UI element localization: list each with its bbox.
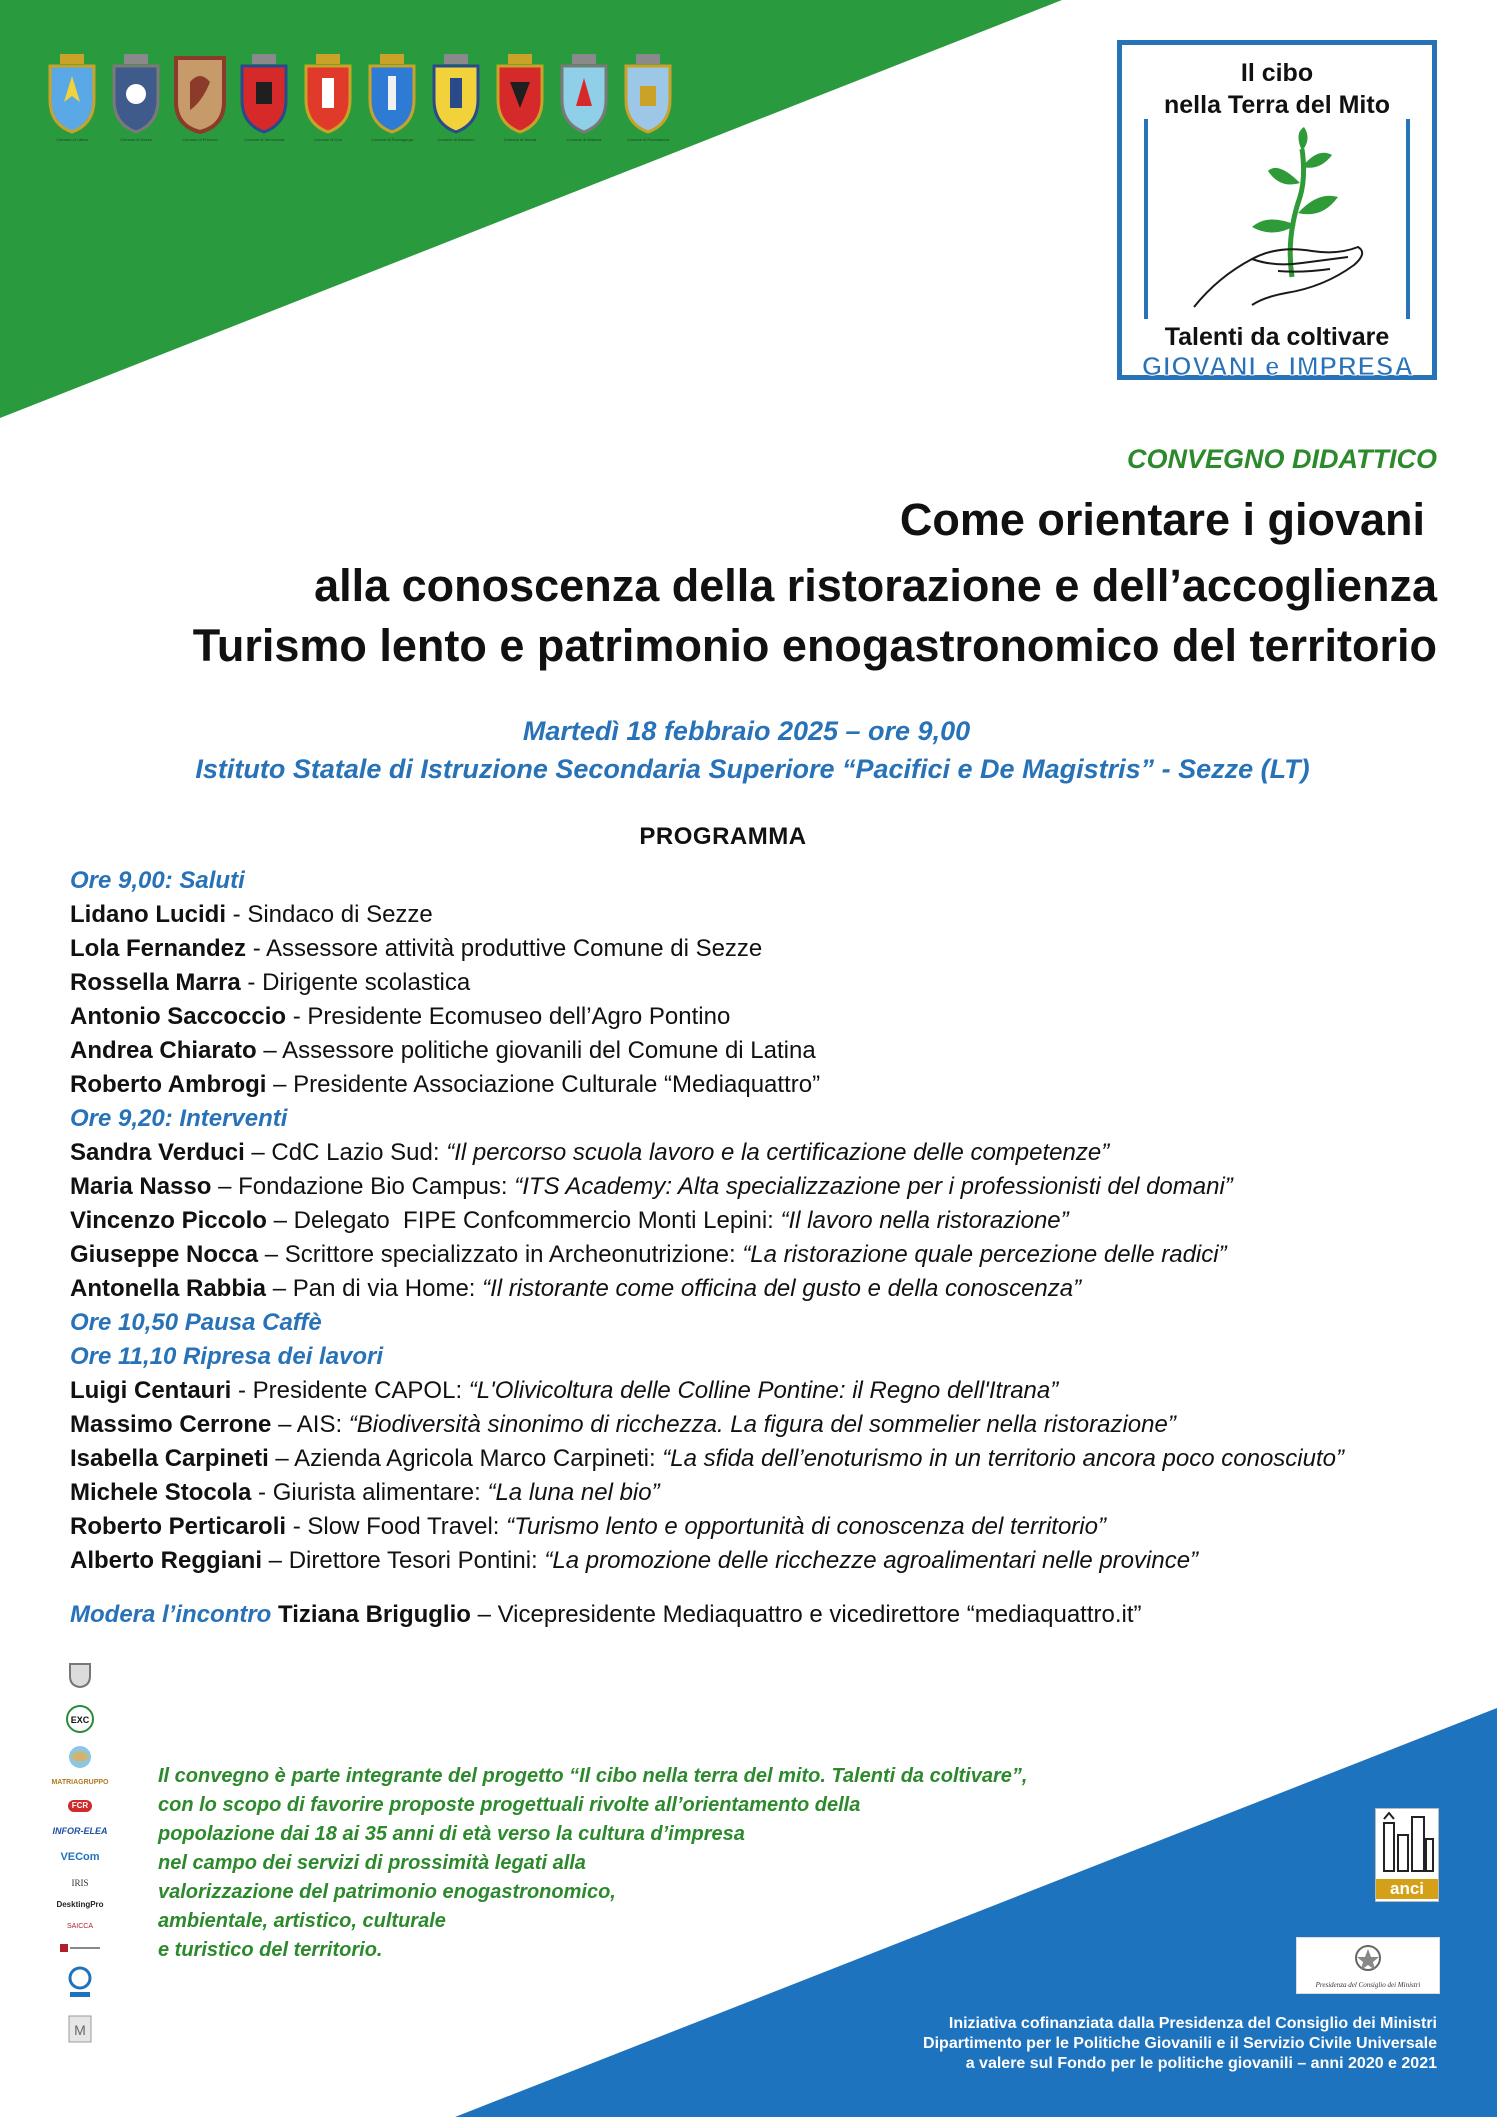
speaker-role: – Delegato FIPE Confcommercio Monti Lepini:	[266, 1207, 781, 1234]
program-item	[70, 1272, 1470, 1306]
program-item	[70, 1170, 1470, 1204]
logo-subtitle: Talenti da coltivare	[1164, 323, 1390, 351]
program-item	[70, 1442, 1470, 1476]
talk-title: “Il ristorante come officina del gusto e della conoscenza”	[482, 1275, 1082, 1302]
event-title-line: alla conoscenza della ristorazione e dell’accoglienza	[314, 560, 1437, 611]
program-item	[70, 932, 1470, 966]
partner-logos	[40, 1660, 120, 2080]
program-section-heading: Ore 9,00: Saluti	[70, 867, 245, 894]
speaker-role: – CdC Lazio Sud:	[244, 1139, 447, 1166]
talk-title: “ITS Academy: Alta specializzazione per i professionisti del domani”	[514, 1173, 1233, 1200]
logo-tagline: GIOVANI e IMPRESA	[1141, 351, 1415, 381]
speaker-name: Massimo Cerrone	[70, 1411, 272, 1438]
event-date: Martedì 18 febbraio 2025 – ore 9,00	[522, 716, 971, 746]
speaker-name: Lidano Lucidi	[70, 901, 226, 928]
program-item	[70, 1544, 1470, 1578]
speaker-name: Sandra Verduci	[70, 1139, 245, 1166]
project-logo	[1117, 40, 1437, 380]
partner-logo	[40, 1660, 120, 1691]
program-item	[70, 898, 1470, 932]
speaker-name: Antonella Rabbia	[70, 1275, 267, 1302]
anci-logo	[1375, 1808, 1439, 1902]
talk-title: “La sfida dell’enoturismo in un territorio ancora poco conosciuto”	[662, 1445, 1344, 1472]
program-item	[70, 1510, 1470, 1544]
partner-logo	[40, 1966, 120, 2003]
description-line: ambientale, artistico, culturale	[158, 1910, 446, 1932]
moderator-role: – Vicepresidente Mediaquattro e vicedirettore “mediaquattro.it”	[470, 1601, 1142, 1628]
anci-label: anci	[1376, 1879, 1438, 1899]
presidency-label: Presidenza del Consiglio dei Ministri	[1315, 1981, 1421, 1989]
partner-logo: DesktingPro	[56, 1900, 104, 1909]
partner-logo: VECom	[60, 1851, 100, 1863]
description-line: nel campo dei servizi di prossimità legati alla	[158, 1852, 586, 1874]
speaker-role: - Dirigente scolastica	[240, 969, 471, 996]
program-section-heading: Ore 10,50 Pausa Caffè	[70, 1309, 322, 1336]
speaker-name: Roberto Ambrogi	[70, 1071, 267, 1098]
program-section-heading: Ore 11,10 Ripresa dei lavori	[70, 1343, 384, 1370]
speaker-role: - Sindaco di Sezze	[226, 901, 433, 928]
logo-title: Il cibo	[1240, 59, 1314, 87]
program-list	[70, 864, 1470, 1578]
talk-title: “Biodiversità sinonimo di ricchezza. La figura del sommelier nella ristorazione”	[348, 1411, 1176, 1438]
speaker-role: – AIS:	[271, 1411, 349, 1438]
speaker-name: Luigi Centauri	[70, 1377, 232, 1404]
speaker-name: Vincenzo Piccolo	[70, 1207, 267, 1234]
speaker-name: Roberto Perticaroli	[70, 1513, 287, 1540]
talk-title: “La promozione delle ricchezze agroalimentari nelle province”	[544, 1547, 1199, 1574]
program-item	[70, 966, 1470, 1000]
talk-title: “L'Olivicoltura delle Colline Pontine: il Regno dell'Itrana”	[468, 1377, 1059, 1404]
speaker-name: Lola Fernandez	[70, 935, 247, 962]
talk-title: “Il lavoro nella ristorazione”	[780, 1207, 1069, 1234]
partner-logo	[40, 1704, 120, 1737]
project-description	[158, 1762, 1158, 1965]
crest: Comune di Sezze	[108, 52, 164, 134]
funding-line: a valere sul Fondo per le politiche giovanili – anni 2020 e 2021	[965, 2055, 1437, 2072]
crest: Comune di Maenza	[556, 52, 612, 134]
moderator	[70, 1598, 1142, 1632]
program-item	[70, 1136, 1470, 1170]
partner-logo: INFOR-ELEA	[52, 1826, 108, 1836]
crest: Comune di Priverno	[172, 52, 228, 134]
logo-frame-line	[1144, 119, 1148, 319]
event-title-line: Turismo lento e patrimonio enogastronomico del territorio	[192, 620, 1437, 671]
speaker-name: Rossella Marra	[70, 969, 241, 996]
crest: Comune di Bassiano	[428, 52, 484, 134]
talk-title: “Il percorso scuola lavoro e la certificazione delle competenze”	[446, 1139, 1110, 1166]
speaker-role: – Direttore Tesori Pontini:	[262, 1547, 545, 1574]
partner-logo: SAICCA	[66, 1923, 94, 1930]
moderator-name: Tiziana Briguglio	[278, 1601, 471, 1628]
logo-title-line-2: nella Terra del Mito	[1164, 91, 1390, 119]
svg-text:M: M	[74, 2022, 86, 2038]
partner-logo	[40, 1942, 120, 1957]
program-item	[70, 1068, 1470, 1102]
talk-title: “La ristorazione quale percezione delle radici”	[742, 1241, 1227, 1268]
speaker-role: - Presidente Ecomuseo dell’Agro Pontino	[286, 1003, 731, 1030]
funding-line: Dipartimento per le Politiche Giovanili e il Servizio Civile Universale	[923, 2035, 1437, 2052]
speaker-role: - Assessore attività produttive Comune di Sezze	[246, 935, 763, 962]
presidency-logo	[1296, 1937, 1440, 1994]
municipal-crests	[44, 52, 689, 152]
talk-title: “Turismo lento e opportunità di conoscenza del territorio”	[506, 1513, 1106, 1540]
program-item	[70, 1204, 1470, 1238]
crest: Comune di Norma	[492, 52, 548, 134]
program-item	[70, 1034, 1470, 1068]
program-item	[70, 1374, 1470, 1408]
partner-logo	[40, 2014, 120, 2047]
partner-logo: FCR	[40, 1800, 120, 1812]
speaker-role: – Azienda Agricola Marco Carpineti:	[268, 1445, 663, 1472]
event-type: CONVEGNO DIDATTICO	[1127, 444, 1437, 474]
town-skyline-icon	[1376, 1809, 1438, 1879]
speaker-role: - Presidente CAPOL:	[231, 1377, 469, 1404]
speaker-role: – Presidente Associazione Culturale “Mediaquattro”	[266, 1071, 821, 1098]
speaker-name: Maria Nasso	[70, 1173, 212, 1200]
description-line: e turistico del territorio.	[158, 1939, 383, 1961]
partner-logo: IRIS	[71, 1878, 89, 1888]
funding-line: Iniziativa cofinanziata dalla Presidenza del Consiglio dei Ministri	[948, 2015, 1437, 2032]
speaker-role: - Slow Food Travel:	[286, 1513, 507, 1540]
partner-logo: MATRIAGRUPPO	[51, 1779, 109, 1786]
svg-text:EXC: EXC	[70, 1715, 90, 1725]
funding-note	[923, 2014, 1437, 2074]
crest: Comune di Roccasecca	[620, 52, 676, 134]
partner-logo	[40, 1744, 120, 1773]
hand-sprout-icon	[1182, 127, 1372, 317]
crest: Comune di Sermoneta	[236, 52, 292, 134]
description-line: Il convegno è parte integrante del progetto “Il cibo nella terra del mito. Talenti da coltivare”,	[158, 1765, 1028, 1787]
speaker-name: Antonio Saccoccio	[70, 1003, 287, 1030]
program-section-heading: Ore 9,20: Interventi	[70, 1105, 288, 1132]
program-item	[70, 1000, 1470, 1034]
emblem-icon	[1297, 1940, 1439, 1980]
speaker-name: Alberto Reggiani	[70, 1547, 263, 1574]
description-line: valorizzazione del patrimonio enogastronomico,	[158, 1881, 616, 1903]
program-title: PROGRAMMA	[639, 823, 807, 850]
event-venue: Istituto Statale di Istruzione Secondaria Superiore “Pacifici e De Magistris” - Sezze (LT)	[195, 754, 1310, 784]
speaker-role: – Scrittore specializzato in Archeonutrizione:	[258, 1241, 743, 1268]
program-item	[70, 1238, 1470, 1272]
crest: Comune di Latina	[44, 52, 100, 134]
logo-frame-line	[1406, 119, 1410, 319]
crest: Comune di Cori	[300, 52, 356, 134]
description-line: con lo scopo di favorire proposte progettuali rivolte all’orientamento della	[158, 1794, 861, 1816]
speaker-name: Isabella Carpineti	[70, 1445, 269, 1472]
speaker-name: Michele Stocola	[70, 1479, 252, 1506]
speaker-role: – Assessore politiche giovanili del Comune di Latina	[256, 1037, 816, 1064]
program-item	[70, 1408, 1470, 1442]
description-line: popolazione dai 18 ai 35 anni di età verso la cultura d’impresa	[158, 1823, 745, 1845]
talk-title: “La luna nel bio”	[487, 1479, 660, 1506]
crest: Comune di Roccagorga	[364, 52, 420, 134]
speaker-role: – Fondazione Bio Campus:	[211, 1173, 515, 1200]
speaker-name: Andrea Chiarato	[70, 1037, 257, 1064]
speaker-name: Giuseppe Nocca	[70, 1241, 259, 1268]
moderator-label: Modera l’incontro	[70, 1601, 272, 1628]
event-title-line: Come orientare i giovani	[899, 494, 1425, 545]
speaker-role: - Giurista alimentare:	[251, 1479, 488, 1506]
speaker-role: – Pan di via Home:	[266, 1275, 483, 1302]
program-item	[70, 1476, 1470, 1510]
